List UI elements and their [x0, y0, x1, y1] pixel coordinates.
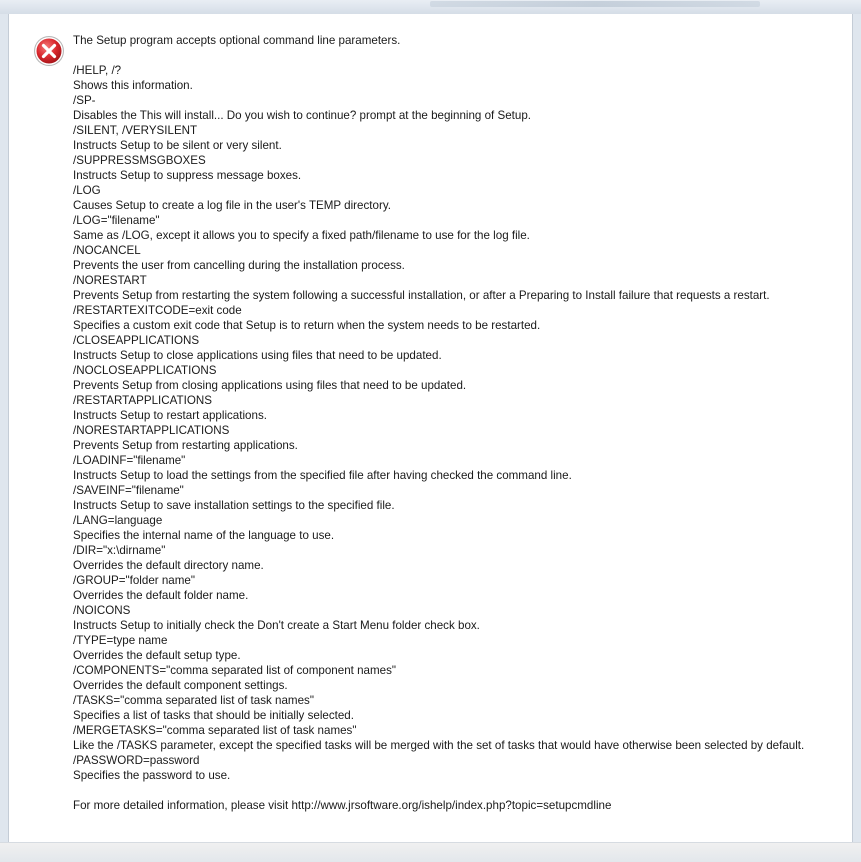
parameter-name: /NOCLOSEAPPLICATIONS	[73, 364, 217, 377]
parameter-name: /SUPPRESSMSGBOXES	[73, 154, 206, 167]
parameter-description: Specifies the password to use.	[73, 769, 231, 782]
dialog-footer	[0, 842, 861, 862]
parameter-name: /PASSWORD=password	[73, 754, 200, 767]
parameter-name: /TYPE=type name	[73, 634, 168, 647]
parameter-description: Overrides the default directory name.	[73, 559, 264, 572]
parameter-name: /NORESTART	[73, 274, 147, 287]
parameter-name: /SAVEINF="filename"	[73, 484, 184, 497]
parameter-name: /MERGETASKS="comma separated list of task names"	[73, 724, 357, 737]
parameter-description: Prevents the user from cancelling during the installation process.	[73, 259, 405, 272]
parameter-name: /NOICONS	[73, 604, 131, 617]
titlebar-blur	[430, 1, 760, 7]
parameter-name: /TASKS="comma separated list of task names"	[73, 694, 314, 707]
parameter-description: Like the /TASKS parameter, except the specified tasks will be merged with the set of tasks that would have otherwise been selected by default.	[73, 739, 805, 752]
parameter-description: Instructs Setup to restart applications.	[73, 409, 267, 422]
parameter-description: Same as /LOG, except it allows you to specify a fixed path/filename to use for the log file.	[73, 229, 530, 242]
parameter-name: /LOG	[73, 184, 101, 197]
parameter-name: /SILENT, /VERYSILENT	[73, 124, 198, 137]
parameter-description: Prevents Setup from closing applications using files that need to be updated.	[73, 379, 467, 392]
parameter-name: /NOCANCEL	[73, 244, 141, 257]
parameter-description: Disables the This will install... Do you wish to continue? prompt at the beginning of Setup.	[73, 109, 531, 122]
parameter-list	[73, 63, 843, 783]
parameter-description: Shows this information.	[73, 79, 193, 92]
parameter-name: /LANG=language	[73, 514, 163, 527]
intro-text: The Setup program accepts optional command line parameters.	[73, 34, 401, 47]
spacer	[73, 783, 843, 798]
parameter-description: Overrides the default component settings.	[73, 679, 288, 692]
parameter-name: /CLOSEAPPLICATIONS	[73, 334, 200, 347]
parameter-description: Instructs Setup to suppress message boxes.	[73, 169, 302, 182]
parameter-name: /RESTARTEXITCODE=exit code	[73, 304, 242, 317]
parameter-description: Instructs Setup to initially check the Don't create a Start Menu folder check box.	[73, 619, 480, 632]
parameter-name: /GROUP="folder name"	[73, 574, 195, 587]
parameter-name: /LOADINF="filename"	[73, 454, 186, 467]
parameter-name: /SP-	[73, 94, 96, 107]
parameter-name: /DIR="x:\dirname"	[73, 544, 166, 557]
parameter-name: /NORESTARTAPPLICATIONS	[73, 424, 230, 437]
spacer	[73, 48, 843, 63]
parameter-description: Overrides the default setup type.	[73, 649, 241, 662]
parameter-description: Specifies a list of tasks that should be initially selected.	[73, 709, 354, 722]
parameter-description: Prevents Setup from restarting applications.	[73, 439, 298, 452]
parameter-description: Prevents Setup from restarting the system following a successful installation, or after a Preparing to Install failure that requests a restart.	[73, 289, 770, 302]
parameter-description: Overrides the default folder name.	[73, 589, 249, 602]
error-icon	[33, 35, 65, 67]
parameter-name: /LOG="filename"	[73, 214, 160, 227]
parameter-description: Instructs Setup to save installation settings to the specified file.	[73, 499, 395, 512]
message-text	[73, 33, 843, 813]
parameter-description: Specifies a custom exit code that Setup is to return when the system needs to be restarted.	[73, 319, 541, 332]
parameter-name: /COMPONENTS="comma separated list of component names"	[73, 664, 396, 677]
parameter-description: Instructs Setup to be silent or very silent.	[73, 139, 282, 152]
parameter-description: Specifies the internal name of the language to use.	[73, 529, 335, 542]
parameter-name: /HELP, /?	[73, 64, 122, 77]
parameter-name: /RESTARTAPPLICATIONS	[73, 394, 212, 407]
parameter-description: Causes Setup to create a log file in the user's TEMP directory.	[73, 199, 391, 212]
window-titlebar	[0, 0, 861, 14]
parameter-description: Instructs Setup to close applications using files that need to be updated.	[73, 349, 442, 362]
parameter-description: Instructs Setup to load the settings from the specified file after having checked the command line.	[73, 469, 572, 482]
footer-info-text: For more detailed information, please visit http://www.jrsoftware.org/ishelp/index.php?topic=setupcmdline	[73, 799, 612, 812]
